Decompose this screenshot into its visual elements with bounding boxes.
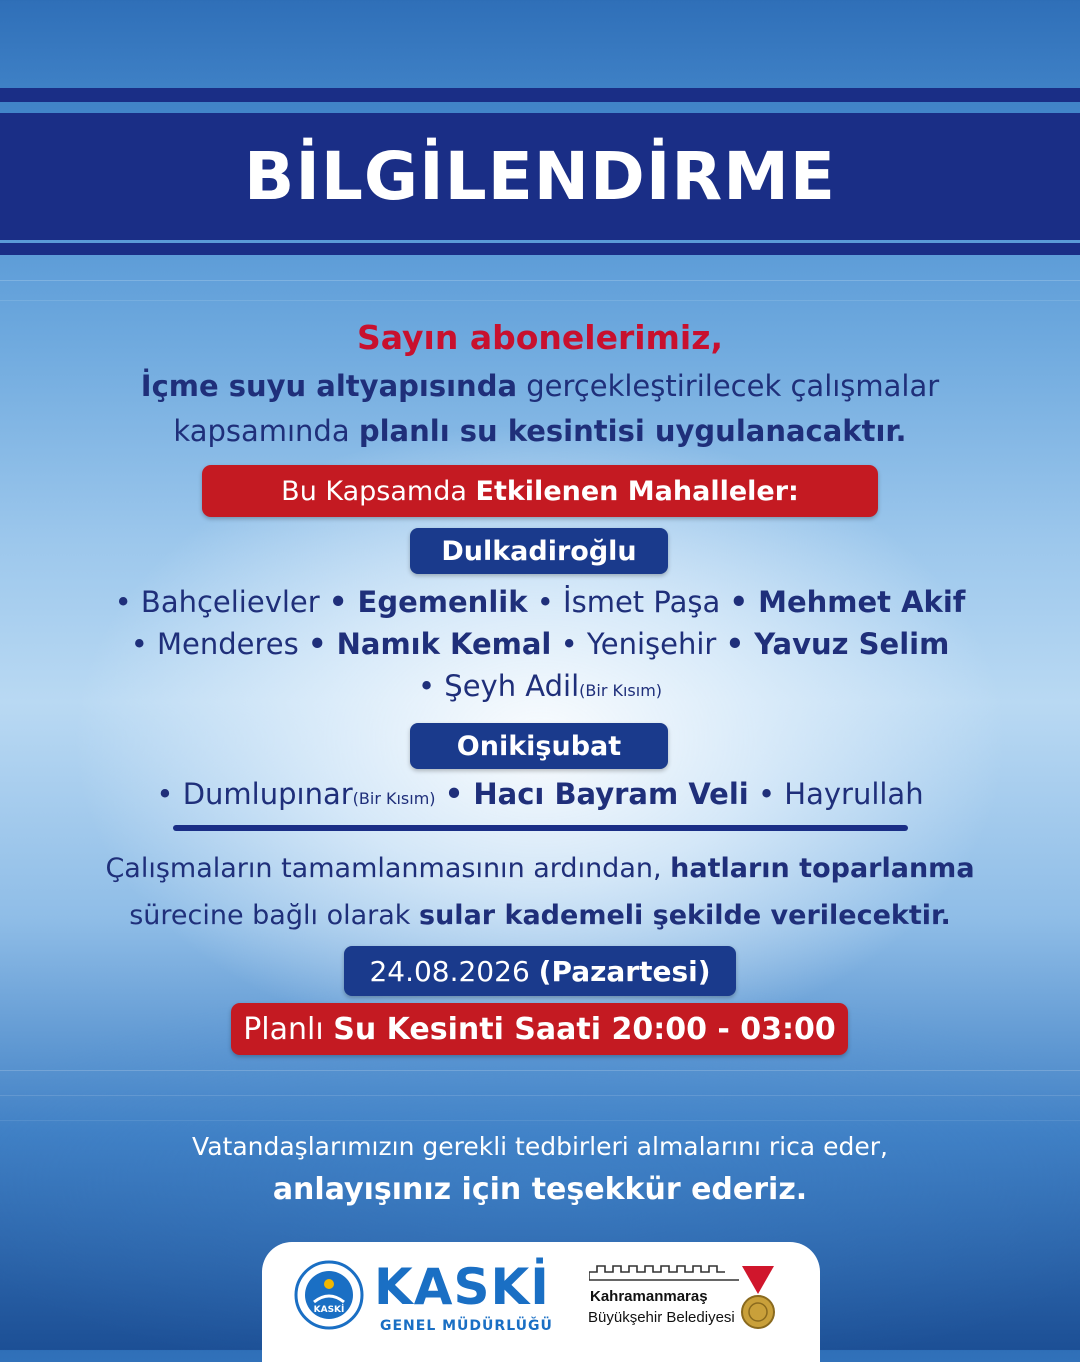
intro-bold-2: planlı su kesintisi uygulanacaktır.: [358, 414, 907, 448]
intro-line-1: [0, 364, 1080, 409]
intro-bold-1: İçme suyu altyapısında: [140, 369, 518, 403]
closing-line-2: [0, 892, 1080, 939]
closing-bold-2: sular kademeli şekilde verilecektir.: [419, 900, 951, 931]
closing-bold-1: hatların toparlanma: [670, 853, 975, 884]
hood-line-4: [0, 773, 1080, 820]
district-name: Onikişubat: [456, 730, 622, 762]
kaski-emblem-icon: [294, 1260, 364, 1330]
time-label: Planlı: [243, 1011, 334, 1047]
affected-neighborhoods-badge: [202, 465, 878, 517]
list-item: • Namık Kemal: [307, 627, 552, 661]
list-item: • Yenişehir: [560, 627, 717, 661]
district2-neighborhoods: [0, 773, 1080, 820]
divider: [173, 825, 908, 831]
list-item: • Dumlupınar: [156, 777, 353, 811]
closing-start-1: Çalışmaların tamamlanmasının ardından,: [105, 853, 671, 884]
kaski-logo-subtitle: GENEL MÜDÜRLÜĞÜ: [380, 1318, 553, 1334]
district-name: Dulkadiroğlu: [441, 535, 637, 567]
district-badge-dulkadiroglu: [410, 528, 668, 574]
list-item: • Şeyh Adil: [417, 669, 580, 703]
footer-logos: [262, 1242, 820, 1362]
intro-start-2: kapsamında: [173, 414, 359, 448]
date-value: 24.08.2026: [369, 954, 539, 988]
date-day: (Pazartesi): [538, 954, 711, 988]
list-item: • Bahçelievler: [114, 585, 320, 619]
salutation: Sayın abonelerimiz,: [357, 318, 723, 357]
scope-label-bold: Etkilenen Mahalleler:: [475, 475, 799, 507]
intro-line-2: [0, 409, 1080, 454]
closing-start-2: sürecine bağlı olarak: [129, 900, 420, 931]
time-value: Su Kesinti Saati 20:00 - 03:00: [333, 1011, 836, 1047]
partial-note: (Bir Kısım): [352, 789, 436, 808]
header-stripe-bottom: [0, 243, 1080, 255]
district-badge-onikisubat: [410, 723, 668, 769]
outage-time-badge: [231, 1003, 848, 1055]
municipality-name: Kahramanmaraş: [590, 1288, 708, 1305]
hood-line-2: [0, 623, 1080, 665]
castle-wall-icon: [589, 1264, 739, 1282]
list-item: • Menderes: [130, 627, 299, 661]
closing-text: [0, 845, 1080, 939]
date-badge: [344, 946, 736, 996]
medal-icon: [740, 1264, 776, 1336]
header-stripe-top: [0, 88, 1080, 102]
thanks-text: anlayışınız için teşekkür ederiz.: [272, 1172, 808, 1207]
intro-rest-1: gerçekleştirilecek çalışmalar: [517, 369, 940, 403]
closing-line-1: [0, 845, 1080, 892]
list-item: • İsmet Paşa: [536, 585, 721, 619]
hood-line-1: [0, 581, 1080, 623]
request-text: Vatandaşlarımızın gerekli tedbirleri almalarını rica eder,: [192, 1132, 888, 1161]
scope-label: Bu Kapsamda: [281, 475, 476, 507]
kaski-emblem-text: KASKİ: [313, 1305, 345, 1315]
district1-neighborhoods: [0, 581, 1080, 712]
kaski-logo-text: KASKİ: [374, 1258, 550, 1316]
list-item: • Hayrullah: [757, 777, 924, 811]
list-item: • Hacı Bayram Veli: [444, 777, 749, 811]
header-band: [0, 113, 1080, 240]
list-item: • Mehmet Akif: [729, 585, 966, 619]
page-title: BİLGİLENDİRME: [244, 138, 836, 215]
list-item: • Egemenlik: [328, 585, 528, 619]
municipality-subtitle: Büyükşehir Belediyesi: [588, 1309, 735, 1326]
hood-line-3: [0, 665, 1080, 712]
list-item: • Yavuz Selim: [725, 627, 950, 661]
partial-note: (Bir Kısım): [579, 681, 663, 700]
intro-text: [0, 364, 1080, 454]
